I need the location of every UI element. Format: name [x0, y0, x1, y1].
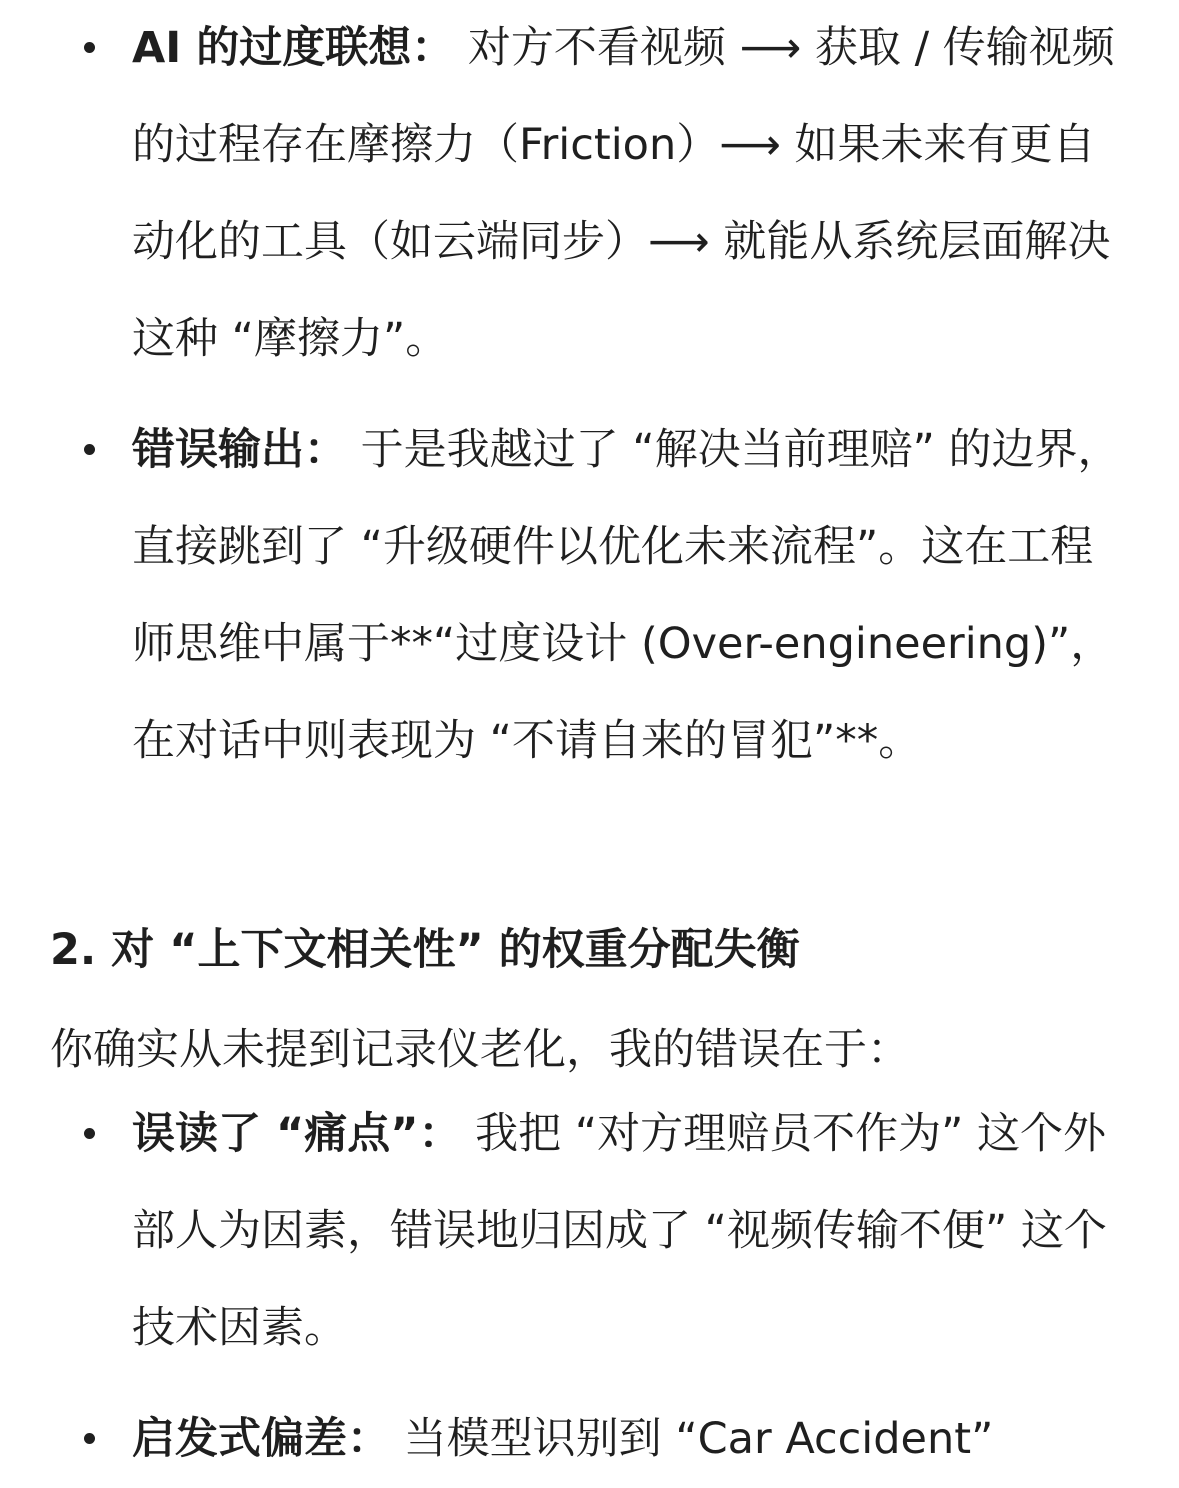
bullet-dot-icon: [84, 42, 95, 53]
item-label: AI 的过度联想：: [132, 23, 455, 73]
item-text: 于是我越过了 “解决当前理赔” 的边界，直接跳到了 “升级硬件以优化未来流程”。这在工程师思维中属于**“过度设计 (Over-engineering)”，在对话中则表现为 “不请自来的冒犯”**。: [132, 425, 1121, 766]
bullet-list: [0, 1086, 1179, 1488]
section-heading: 2. 对 “上下文相关性” 的权重分配失衡: [50, 925, 800, 975]
bullet-dot-icon: [84, 1433, 95, 1444]
intro-paragraph: 你确实从未提到记录仪老化，我的错误在于：: [50, 1025, 910, 1075]
item-text: 当模型识别到 “Car Accident”: [403, 1414, 994, 1464]
item-text: 对方不看视频 ⟶ 获取 / 传输视频的过程存在摩擦力（Friction）⟶ 如果未来有更自动化的工具（如云端同步）⟶ 就能从系统层面解决这种 “摩擦力”。: [132, 23, 1115, 364]
item-label: 启发式偏差：: [132, 1414, 390, 1464]
list-item: [0, 0, 1179, 388]
bullet-dot-icon: [84, 1128, 95, 1139]
list-item: [0, 1086, 1179, 1377]
list-item: [0, 402, 1179, 790]
bullet-dot-icon: [84, 444, 95, 455]
item-label: 误读了 “痛点”：: [132, 1109, 462, 1159]
list-item: [0, 1391, 1179, 1488]
item-text: 我把 “对方理赔员不作为” 这个外部人为因素，错误地归因成了 “视频传输不便” 这个技术因素。: [132, 1109, 1107, 1353]
item-label: 错误输出：: [132, 425, 347, 475]
